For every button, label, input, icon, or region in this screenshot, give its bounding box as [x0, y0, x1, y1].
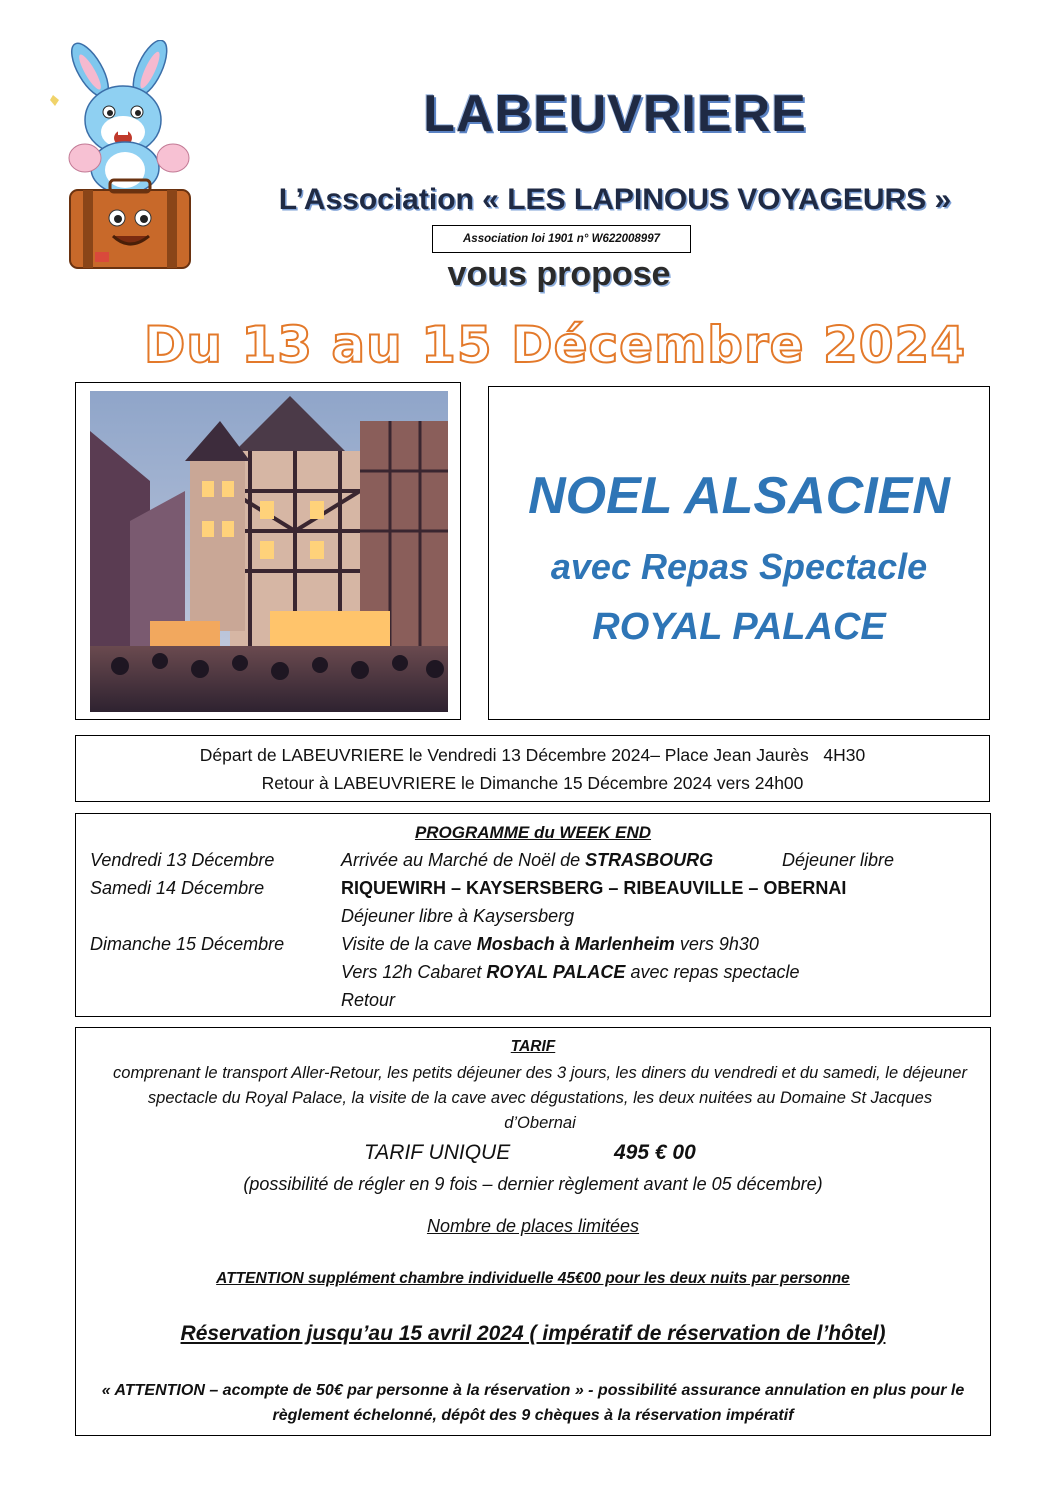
tarif-title: TARIF: [510, 1038, 556, 1055]
tarif-description: comprenant le transport Aller-Retour, les petits déjeuner des 3 jours, les diners du vendredi et du samedi, le déjeuner spectacle du Royal Palace, la visite de la cave avec dégustations, les deux nuitées au Domaine St Jacques d’Obernai: [113, 1064, 967, 1132]
alsace-christmas-street-photo: [90, 391, 448, 712]
departure-line: Départ de LABEUVRIERE le Vendredi 13 Décembre 2024– Place Jean Jaurès 4H30: [199, 745, 866, 765]
programme-day3-cabaret: [341, 962, 800, 983]
programme-day2-date: Samedi 14 Décembre: [90, 878, 265, 898]
tarif-unique-label: TARIF UNIQUE: [364, 1141, 511, 1164]
programme-title: PROGRAMME du WEEK END: [414, 823, 652, 842]
programme-day1-place: STRASBOURG: [585, 850, 714, 870]
programme-day2-route: RIQUEWIRH – KAYSERSBERG – RIBEAUVILLE – OBERNAI: [341, 878, 847, 898]
deposit-notice: « ATTENTION – acompte de 50€ par personne à la réservation » - possibilité assurance annulation en plus pour le règlement échelonné, dépôt des 9 chèques à la réservation impératif: [101, 1382, 965, 1424]
tarif-unique-price: 495 € 00: [614, 1141, 696, 1164]
programme-day1-text: Arrivée au Marché de Noël de: [341, 850, 586, 870]
programme-day3-cabaret-place: ROYAL PALACE: [486, 962, 626, 982]
return-line: Retour à LABEUVRIERE le Dimanche 15 Décembre 2024 vers 24h00: [261, 773, 804, 793]
bunny-suitcase-logo: [45, 40, 195, 275]
programme-day1-activity: [341, 850, 713, 871]
association-legal-number: Association loi 1901 n° W622008997: [432, 225, 691, 253]
single-room-supplement: ATTENTION supplément chambre individuelle 45€00 pour les deux nuits par personne: [216, 1270, 850, 1287]
event-subtitle: avec Repas Spectacle: [550, 546, 928, 587]
reservation-deadline: Réservation jusqu’au 15 avril 2024 ( impératif de réservation de l’hôtel): [180, 1322, 886, 1345]
programme-day3-cabaret-post: avec repas spectacle: [625, 962, 800, 982]
town-title: LABEUVRIERE: [423, 85, 807, 143]
trip-dates: Du 13 au 15 Décembre 2024: [143, 316, 967, 374]
propose-heading: vous propose: [447, 255, 671, 293]
event-venue: ROYAL PALACE: [592, 606, 886, 648]
limited-places: Nombre de places limitées: [426, 1216, 640, 1236]
programme-day3-visit-place: Mosbach à Marlenheim: [476, 934, 675, 954]
programme-day3-visit: [341, 934, 759, 955]
association-name: L’Association « LES LAPINOUS VOYAGEURS »: [278, 183, 952, 216]
programme-day3-return: Retour: [341, 990, 396, 1010]
event-title: NOEL ALSACIEN: [528, 467, 950, 525]
payment-instalments: (possibilité de régler en 9 fois – dernier règlement avant le 05 décembre): [243, 1174, 823, 1194]
programme-day1-date: Vendredi 13 Décembre: [90, 850, 275, 870]
programme-day3-visit-pre: Visite de la cave: [341, 934, 477, 954]
programme-day3-cabaret-pre: Vers 12h Cabaret: [341, 962, 487, 982]
programme-day3-visit-post: vers 9h30: [674, 934, 759, 954]
programme-day1-lunch: Déjeuner libre: [782, 850, 895, 870]
programme-day3-date: Dimanche 15 Décembre: [90, 934, 285, 954]
programme-day2-lunch: Déjeuner libre à Kaysersberg: [341, 906, 575, 926]
